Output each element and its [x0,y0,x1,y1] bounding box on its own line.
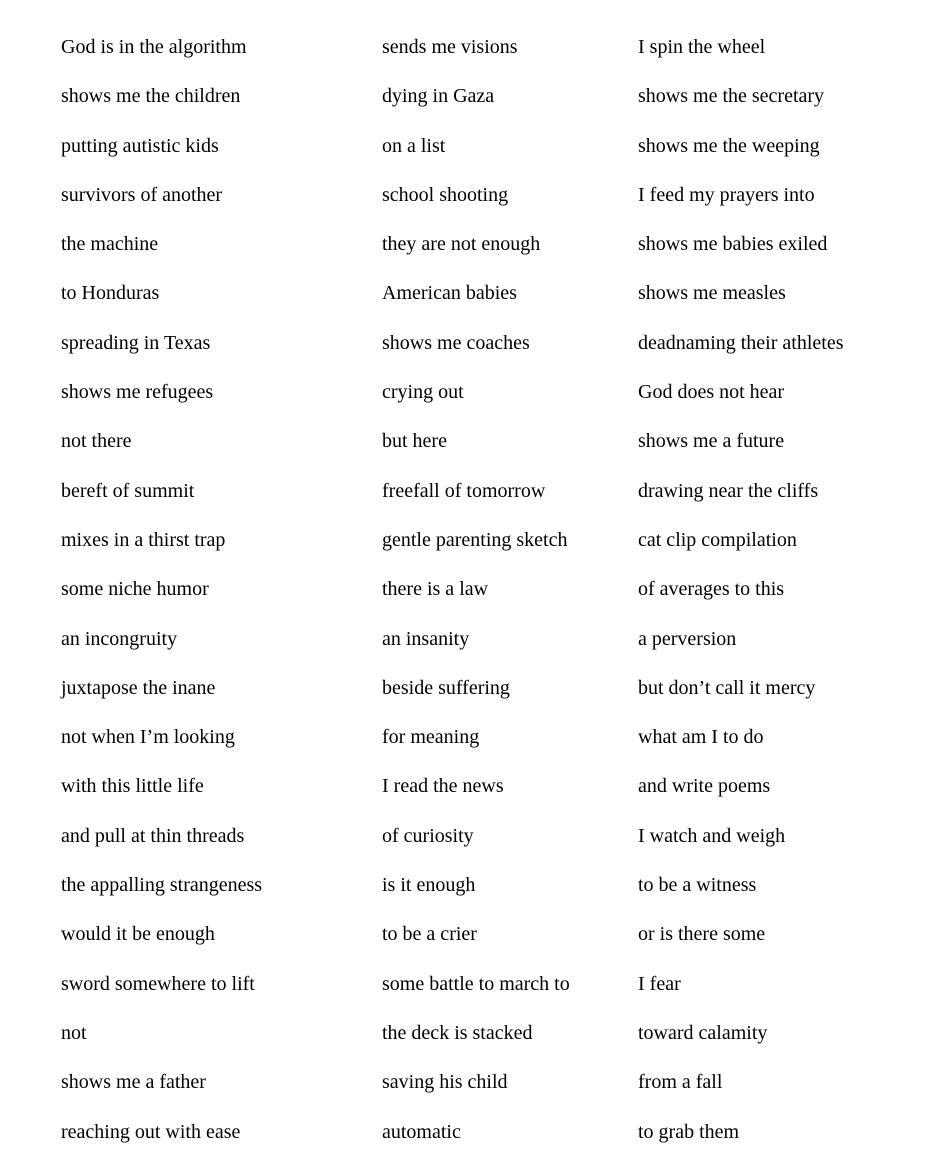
poem-line: some niche humor [61,578,209,601]
poem-line: and pull at thin threads [61,824,245,847]
poem-line: sends me visions [382,36,518,58]
poem-line: shows me refugees [61,381,214,404]
poem-line: the deck is stacked [382,1021,533,1044]
poem-line: what am I to do [638,726,764,749]
poem-line: survivors of another [61,183,223,206]
poem-line: drawing near the cliffs [638,479,819,502]
poem-line: God is in the algorithm [61,36,247,58]
poem-line: is it enough [382,874,476,897]
poem-line: on a list [382,134,446,157]
poem-line: with this little life [61,775,204,798]
poem-line: for meaning [382,726,480,749]
poem-line: beside suffering [382,676,510,699]
poem-line: I spin the wheel [638,36,766,58]
poem-line: I watch and weigh [638,824,786,847]
poem-line: shows me the children [61,85,241,108]
poem-line: sword somewhere to lift [61,972,255,995]
poem-line: spreading in Texas [61,331,211,354]
poem-line: of averages to this [638,578,785,601]
poem-column-1 [61,30,361,1164]
poem-line: the appalling strangeness [61,874,263,897]
poem-line: saving his child [382,1071,508,1094]
poem-line: of curiosity [382,824,474,847]
poem-line: deadnaming their athletes [638,331,844,354]
poem-line: an incongruity [61,627,178,650]
poem-line: a perversion [638,627,737,650]
poem-line: cat clip compilation [638,528,797,551]
poem-line: God does not hear [638,381,785,404]
poem-line: I feed my prayers into [638,183,815,206]
poem-line: shows me measles [638,282,786,305]
poem-line: but here [382,430,447,453]
poem-line: would it be enough [61,923,215,946]
poem-line: they are not enough [382,233,541,256]
poem-line: but don’t call it mercy [638,676,816,699]
poem-line: and write poems [638,775,771,798]
poem-line: from a fall [638,1071,723,1094]
poem-line: crying out [382,381,464,404]
poem-line: to grab them [638,1120,740,1143]
poem-line: shows me the secretary [638,85,825,108]
poem-line: toward calamity [638,1021,768,1044]
poem-line: bereft of summit [61,479,195,502]
poem-column-3 [638,30,928,1164]
poem-line: to be a crier [382,923,477,946]
poem-line: or is there some [638,923,766,946]
poem-line: shows me a father [61,1071,206,1094]
poem-line: gentle parenting sketch [382,528,568,551]
poem-line: mixes in a thirst trap [61,528,226,551]
poem-line: not there [61,430,132,453]
poem-line: putting autistic kids [61,134,219,157]
poem-line: there is a law [382,578,489,601]
poem-line: American babies [382,282,517,305]
poem-line: not [61,1021,87,1044]
poem-line: juxtapose the inane [61,676,216,699]
poem-line: shows me coaches [382,331,530,354]
poem-line: not when I’m looking [61,726,235,749]
poem-line: to Honduras [61,282,160,305]
poem-line: some battle to march to [382,972,570,995]
poem-line: shows me the weeping [638,134,820,157]
poem-line: I read the news [382,775,504,798]
poem-line: school shooting [382,183,509,206]
poem-line: I fear [638,972,681,995]
poem-line: shows me a future [638,430,785,453]
poem-line: the machine [61,233,159,256]
poem-line: automatic [382,1120,461,1143]
poem-line: to be a witness [638,874,757,897]
poem-line: dying in Gaza [382,85,495,108]
poem-line: freefall of tomorrow [382,479,546,502]
poem-column-2 [382,30,622,1164]
poem-line: an insanity [382,627,470,650]
poem-line: shows me babies exiled [638,233,828,256]
poem-line: reaching out with ease [61,1120,241,1143]
